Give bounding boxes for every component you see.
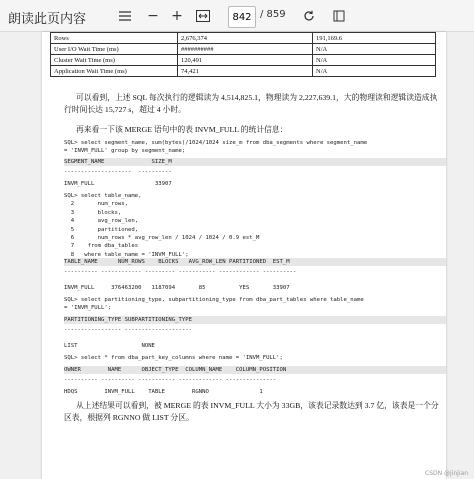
watermark: CSDN @jinjian — [425, 470, 468, 477]
output-header-4: OWNER NAME OBJECT_TYPE COLUMN_NAME COLUMN_POSITION — [64, 366, 446, 374]
document-page — [42, 32, 446, 479]
output-header-2: TABLE_NAME NUM_ROWS BLOCKS AVG_ROW_LEN PARTITIONED EST_M — [64, 258, 446, 266]
zoom-in-button[interactable]: + — [171, 8, 183, 24]
output-dash-4: ---------- ---------- ----------- ------------- --------------- — [64, 377, 277, 383]
current-page-input[interactable]: 842 — [228, 6, 256, 28]
paragraph-1: 可以看到，上述 SQL 每次执行的逻辑读为 4,514,825.1，物理读为 2,227,639.1，大的物理读和逻辑读造成执行时间长达 15,727 s，超过 4 小时。 — [64, 93, 438, 114]
page-view-icon[interactable] — [328, 6, 350, 26]
output-row-1: INVM_FULL 33907 — [64, 181, 172, 187]
output-header-1: SEGMENT_NAME SIZE_M — [64, 158, 446, 166]
stats-table — [50, 32, 436, 77]
output-row-2: INVM_FULL 376463200 1187094 85 YES 33907 — [64, 285, 290, 291]
fit-width-icon[interactable] — [192, 6, 214, 26]
output-row-4: HDQS INVM_FULL TABLE RGNNO 1 — [64, 389, 263, 395]
table-row: User I/O Wait Time (ms) ########## N/A — [51, 44, 436, 55]
total-pages: / 859 — [260, 9, 286, 20]
output-dash-2: ---------- ------------ --------- ----------- ------------ ---------- — [64, 269, 297, 275]
paragraph-3: 从上述结果可以看到，被 MERGE 的表 INVM_FULL 大小为 33GB，该表记录数达到 3.7 亿，该表是一个分区表，根据列 RGNNO 做 LIST 分区。 — [64, 401, 439, 422]
rotate-icon[interactable] — [298, 6, 320, 26]
output-dash-1: -------------------- ---------- — [64, 169, 172, 175]
paragraph-2: 再来看一下该 MERGE 语句中的表 INVM_FULL 的统计信息： — [76, 125, 288, 134]
output-row-3: LIST NONE — [64, 343, 155, 349]
table-row: Cluster Wait Time (ms) 120,491 N/A — [51, 55, 436, 66]
table-row: Rows 2,676,374 191,169.6 — [51, 33, 436, 44]
zoom-out-button[interactable]: − — [147, 8, 159, 24]
read-aloud-button[interactable]: 朗读此页内容 — [8, 12, 87, 27]
pdf-toolbar — [0, 0, 474, 32]
output-dash-3: ----------------- -------------------- — [64, 327, 192, 333]
sql-block-3: SQL> select partitioning_type, subpartitioning_type from dba_part_tables where table_name = 'INVM_FULL'; — [64, 297, 364, 312]
sql-block-2: SQL> select table_name, 2 num_rows, 3 blocks, 4 avg_row_len, 5 partitioned, 6 num_rows * avg_row_len / 1024 / 1024 / 0.9 est_M 7 from dba_tables 8 where table_name = 'INVM_FULL'; — [64, 193, 260, 258]
sql-block-4: SQL> select * from dba_part_key_columns where name = 'INVM_FULL'; — [64, 355, 283, 361]
sql-block-1: SQL> select segment_name, sum(bytes)/1024/1024 size_m from dba_segments where segment_name = 'INVM_FULL' group by segment_name; — [64, 140, 368, 155]
output-header-3: PARTITIONING_TYPE SUBPARTITIONING_TYPE — [64, 316, 446, 324]
menu-icon[interactable] — [114, 6, 136, 26]
table-row: Application Wait Time (ms) 74,421 N/A — [51, 66, 436, 77]
